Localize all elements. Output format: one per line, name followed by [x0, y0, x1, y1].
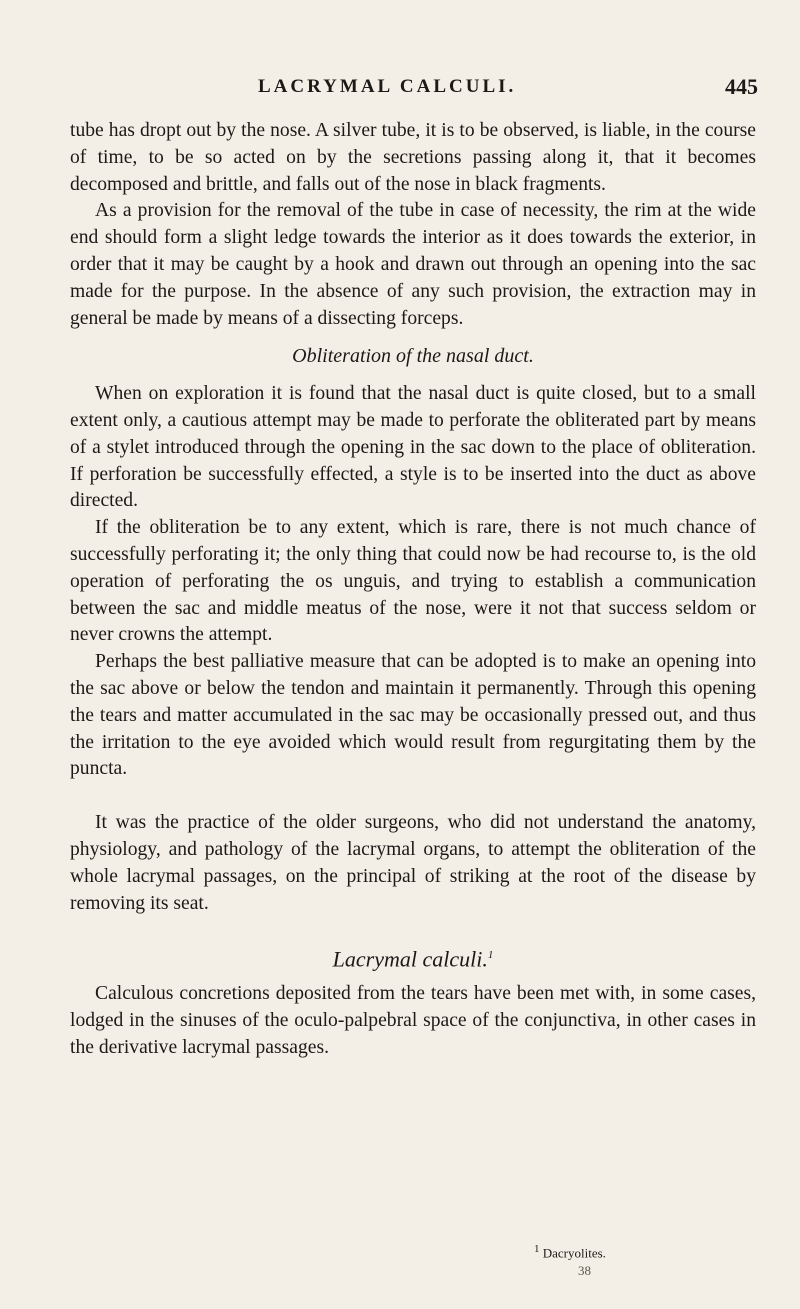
section-heading: Obliteration of the nasal duct. — [292, 345, 534, 368]
section-heading-text: Lacrymal calculi. — [332, 946, 488, 972]
paragraph: tube has dropt out by the nose. A silver tube, it is to be observed, is liable, in the course of time, to be so acted on by the secretions passing along it, that it becomes decomposed and brittle, and falls out of the nose in black fragments. — [70, 120, 756, 195]
page-number: 445 — [725, 74, 758, 99]
footnote-reference: 1 — [487, 949, 494, 962]
paragraph: Calculous concretions deposited from the tears have been met with, in some cases, lodged in the sinuses of the oculo-palpebral space of the conjunctiva, in other cases in the derivative lacrymal passages. — [70, 983, 756, 1059]
running-head: LACRYMAL CALCULI. — [258, 76, 517, 97]
footnote-text: Dacryolites. — [542, 1245, 606, 1261]
footnote-marker: 1 — [534, 1243, 540, 1255]
section-heading — [70, 942, 756, 973]
signature-mark: 38 — [578, 1263, 591, 1278]
paragraph: If the obliteration be to any extent, which is rare, there is not much chance of successfully perforating it; the only thing that could now be had recourse to, is the old operation of perforating the os unguis, and trying to establish a communication between the sac and middle meatus of the nose, were it not that success seldom or never crowns the attempt. — [70, 517, 756, 646]
paragraph: Perhaps the best palliative measure that can be adopted is to make an opening into the sac above or below the tendon and maintain it permanently. Through this opening the tears and matter accumulated in the sac may be occasionally pressed out, and thus the irritation to the eye avoided which would result from regurgitating them by the puncta. — [70, 651, 756, 780]
paragraph: As a provision for the removal of the tube in case of necessity, the rim at the wide end should form a slight ledge towards the interior as it does towards the exterior, in order that it may be caught by a hook and drawn out through an opening into the sac made for the purpose. In the absence of any such provision, the extraction may in general be made by means of a dissecting forceps. — [70, 200, 756, 329]
paragraph: It was the practice of the older surgeons, who did not understand the anatomy, physiology, and pathology of the lacrymal organs, to attempt the obliteration of the whole lacrymal passages, on the principal of striking at the root of the disease by removing its seat. — [70, 812, 756, 914]
footnote — [534, 1243, 606, 1261]
paragraph: When on exploration it is found that the nasal duct is quite closed, but to a small extent only, a cautious attempt may be made to perforate the obliterated part by means of a stylet introduced through the opening in the sac down to the place of obliteration. If perforation be successfully effected, a style is to be inserted into the duct as above directed. — [70, 383, 756, 512]
body-text — [70, 118, 756, 1062]
page-header — [258, 76, 758, 108]
